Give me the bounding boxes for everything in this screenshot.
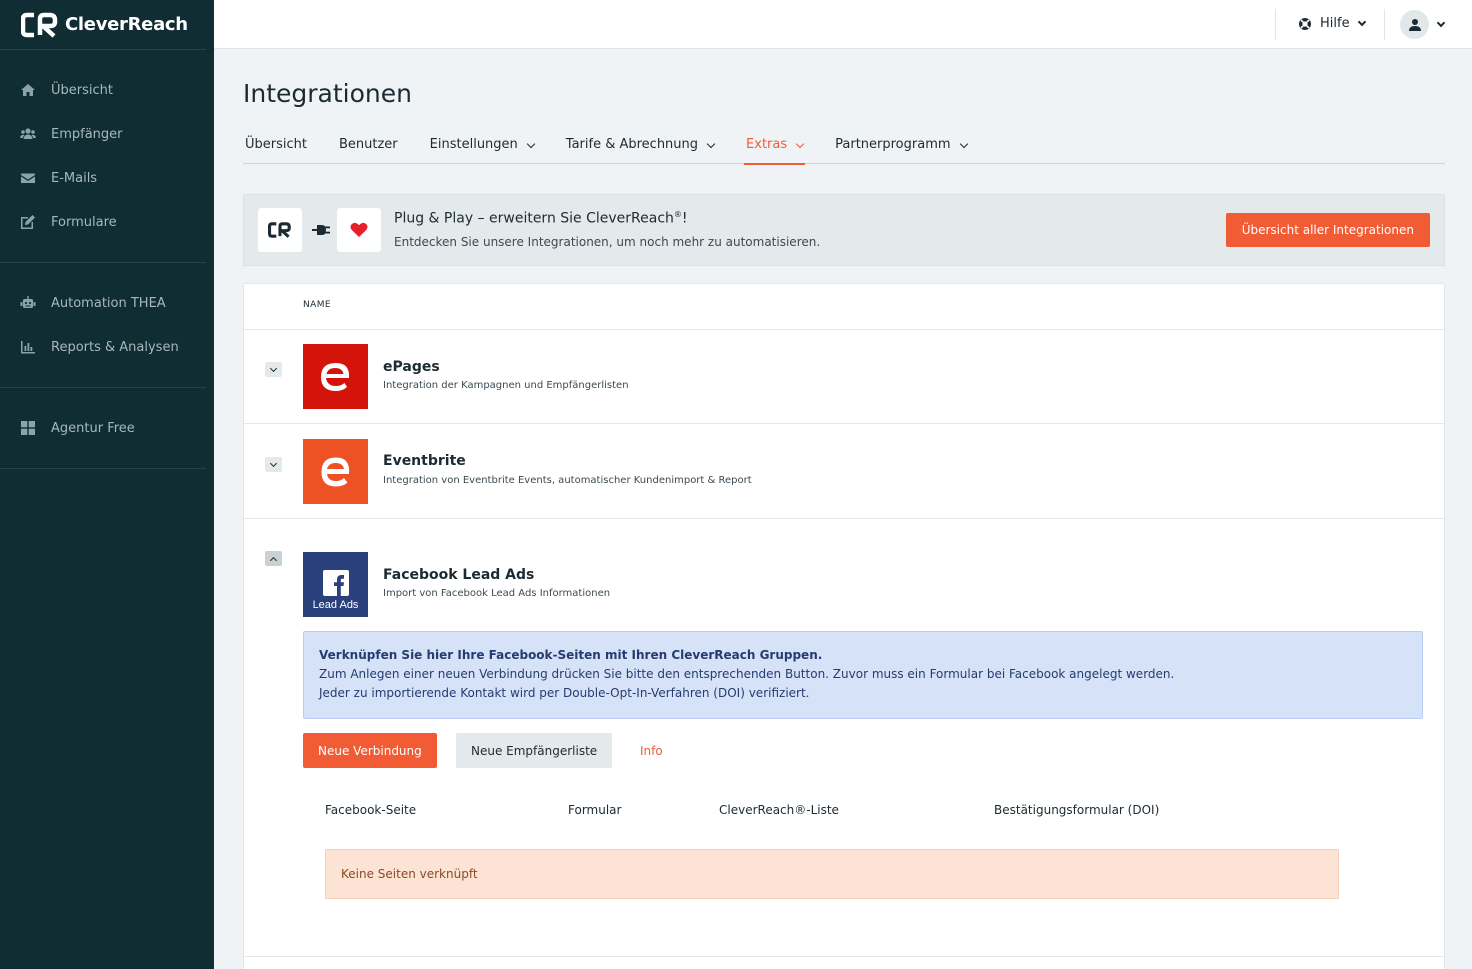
chevron-up-icon bbox=[270, 556, 277, 563]
tab-label: Extras bbox=[746, 137, 788, 152]
sidebar-item-label: Formulare bbox=[51, 214, 117, 230]
sidebar-item-label: E-Mails bbox=[51, 170, 98, 186]
all-integrations-button[interactable]: Übersicht aller Integrationen bbox=[1226, 213, 1430, 247]
tab-benutzer[interactable] bbox=[337, 133, 400, 164]
column-header-form: Formular bbox=[568, 803, 622, 817]
banner-subtitle: Entdecken Sie unsere Integrationen, um noch mehr zu automatisieren. bbox=[394, 235, 821, 249]
tab-bar bbox=[243, 133, 1445, 164]
column-header-facebook-page: Facebook-Seite bbox=[325, 803, 417, 817]
tab-label: Tarife & Abrechnung bbox=[565, 137, 699, 152]
chevron-down-icon bbox=[527, 140, 535, 148]
heart-tile bbox=[337, 208, 381, 252]
user-icon bbox=[1408, 18, 1422, 32]
sidebar-item-reports[interactable] bbox=[0, 325, 206, 369]
sidebar-item-label: Empfänger bbox=[51, 126, 123, 142]
empty-state-alert: Keine Seiten verknüpft bbox=[325, 849, 1339, 899]
divider bbox=[244, 956, 1444, 957]
sidebar-item-automation-thea[interactable] bbox=[0, 281, 206, 325]
bar-chart-icon bbox=[20, 339, 36, 355]
tab-tarife[interactable] bbox=[564, 133, 716, 164]
sidebar-item-empfaenger[interactable] bbox=[0, 112, 206, 156]
sidebar-item-emails[interactable] bbox=[0, 156, 206, 200]
help-label: Hilfe bbox=[1320, 16, 1350, 31]
expand-toggle-epages[interactable] bbox=[265, 362, 282, 377]
info-alert bbox=[303, 631, 1423, 719]
topbar bbox=[214, 0, 1472, 49]
chevron-down-icon bbox=[1357, 17, 1365, 25]
eventbrite-e-icon bbox=[316, 452, 356, 492]
tab-label: Benutzer bbox=[338, 137, 398, 152]
cleverreach-logo-tile bbox=[258, 208, 302, 252]
eventbrite-logo bbox=[303, 439, 368, 504]
divider bbox=[1275, 9, 1276, 40]
logo-caption: Lead Ads bbox=[312, 599, 359, 611]
lifebuoy-icon bbox=[1298, 17, 1312, 31]
collapse-toggle-facebook[interactable] bbox=[265, 551, 282, 566]
facebook-icon bbox=[323, 570, 349, 596]
sidebar-item-uebersicht[interactable] bbox=[0, 68, 206, 112]
envelope-icon bbox=[20, 170, 36, 186]
help-menu[interactable] bbox=[1298, 16, 1365, 31]
robot-icon bbox=[20, 295, 36, 311]
tab-uebersicht[interactable] bbox=[243, 133, 309, 164]
integration-description: Import von Facebook Lead Ads Informationen bbox=[383, 588, 611, 599]
user-menu[interactable] bbox=[1400, 10, 1444, 39]
plug-icon bbox=[312, 223, 330, 237]
grid-icon bbox=[20, 420, 36, 436]
tab-extras[interactable] bbox=[744, 133, 805, 164]
avatar bbox=[1400, 10, 1429, 39]
brand-name: CleverReach bbox=[65, 14, 188, 35]
tab-label: Übersicht bbox=[245, 137, 307, 152]
plug-play-banner bbox=[243, 194, 1445, 266]
sidebar-item-formulare[interactable] bbox=[0, 200, 206, 244]
divider bbox=[244, 423, 1444, 424]
users-icon bbox=[20, 126, 36, 142]
cleverreach-logo-icon bbox=[21, 12, 59, 38]
divider bbox=[244, 329, 1444, 330]
nav-group-agency bbox=[0, 388, 206, 469]
nav-group-automation bbox=[0, 263, 206, 388]
sidebar-item-label: Übersicht bbox=[51, 82, 113, 98]
chevron-down-icon bbox=[270, 364, 277, 371]
tab-partnerprogramm[interactable] bbox=[833, 133, 968, 164]
chevron-down-icon bbox=[707, 140, 715, 148]
integration-description: Integration der Kampagnen und Empfängerlisten bbox=[383, 380, 629, 391]
page-title: Integrationen bbox=[243, 79, 412, 108]
home-icon bbox=[20, 82, 36, 98]
info-text-line: Zum Anlegen einer neuen Verbindung drücken Sie bitte den entsprechenden Button. Zuvor muss ein Formular bei Facebook angelegt werden. bbox=[319, 667, 1175, 681]
chevron-down-icon bbox=[796, 140, 804, 148]
sidebar-item-agentur[interactable] bbox=[0, 406, 206, 450]
heart-icon bbox=[350, 222, 368, 238]
info-text-line: Jeder zu importierende Kontakt wird per Double-Opt-In-Verfahren (DOI) verifiziert. bbox=[319, 686, 810, 700]
column-header-doi: Bestätigungsformular (DOI) bbox=[994, 803, 1160, 817]
integrations-table bbox=[243, 283, 1445, 969]
tab-label: Partnerprogramm bbox=[835, 137, 951, 152]
sidebar bbox=[0, 0, 214, 969]
epages-logo bbox=[303, 344, 368, 409]
chevron-down-icon bbox=[270, 459, 277, 466]
info-link[interactable]: Info bbox=[640, 743, 663, 758]
info-title: Verknüpfen Sie hier Ihre Facebook-Seiten mit Ihren CleverReach Gruppen. bbox=[319, 648, 823, 662]
integration-name: Eventbrite bbox=[383, 453, 466, 469]
banner-title: Plug & Play – erweitern Sie CleverReach®! bbox=[394, 210, 688, 227]
divider bbox=[1384, 9, 1385, 40]
tab-einstellungen[interactable] bbox=[428, 133, 536, 164]
brand-logo[interactable] bbox=[0, 0, 206, 50]
edit-icon bbox=[20, 214, 36, 230]
epages-e-icon bbox=[316, 357, 356, 397]
integration-name: ePages bbox=[383, 359, 440, 375]
sidebar-item-label: Agentur Free bbox=[51, 420, 135, 436]
chevron-down-icon bbox=[959, 140, 967, 148]
new-list-button[interactable]: Neue Empfängerliste bbox=[456, 733, 612, 768]
column-header-list: CleverReach®-Liste bbox=[719, 803, 839, 817]
integration-name: Facebook Lead Ads bbox=[383, 567, 535, 583]
new-connection-button[interactable]: Neue Verbindung bbox=[303, 733, 437, 768]
nav-group-main bbox=[0, 50, 206, 263]
sidebar-item-label: Reports & Analysen bbox=[51, 339, 179, 355]
chevron-down-icon bbox=[1437, 18, 1445, 26]
cleverreach-logo-icon bbox=[268, 222, 292, 238]
integration-description: Integration von Eventbrite Events, automatischer Kundenimport & Report bbox=[383, 475, 752, 486]
facebook-lead-ads-logo bbox=[303, 552, 368, 617]
column-header-name: NAME bbox=[303, 300, 331, 310]
expand-toggle-eventbrite[interactable] bbox=[265, 457, 282, 472]
tab-label: Einstellungen bbox=[429, 137, 518, 152]
sidebar-item-label: Automation THEA bbox=[51, 295, 166, 311]
divider bbox=[244, 518, 1444, 519]
